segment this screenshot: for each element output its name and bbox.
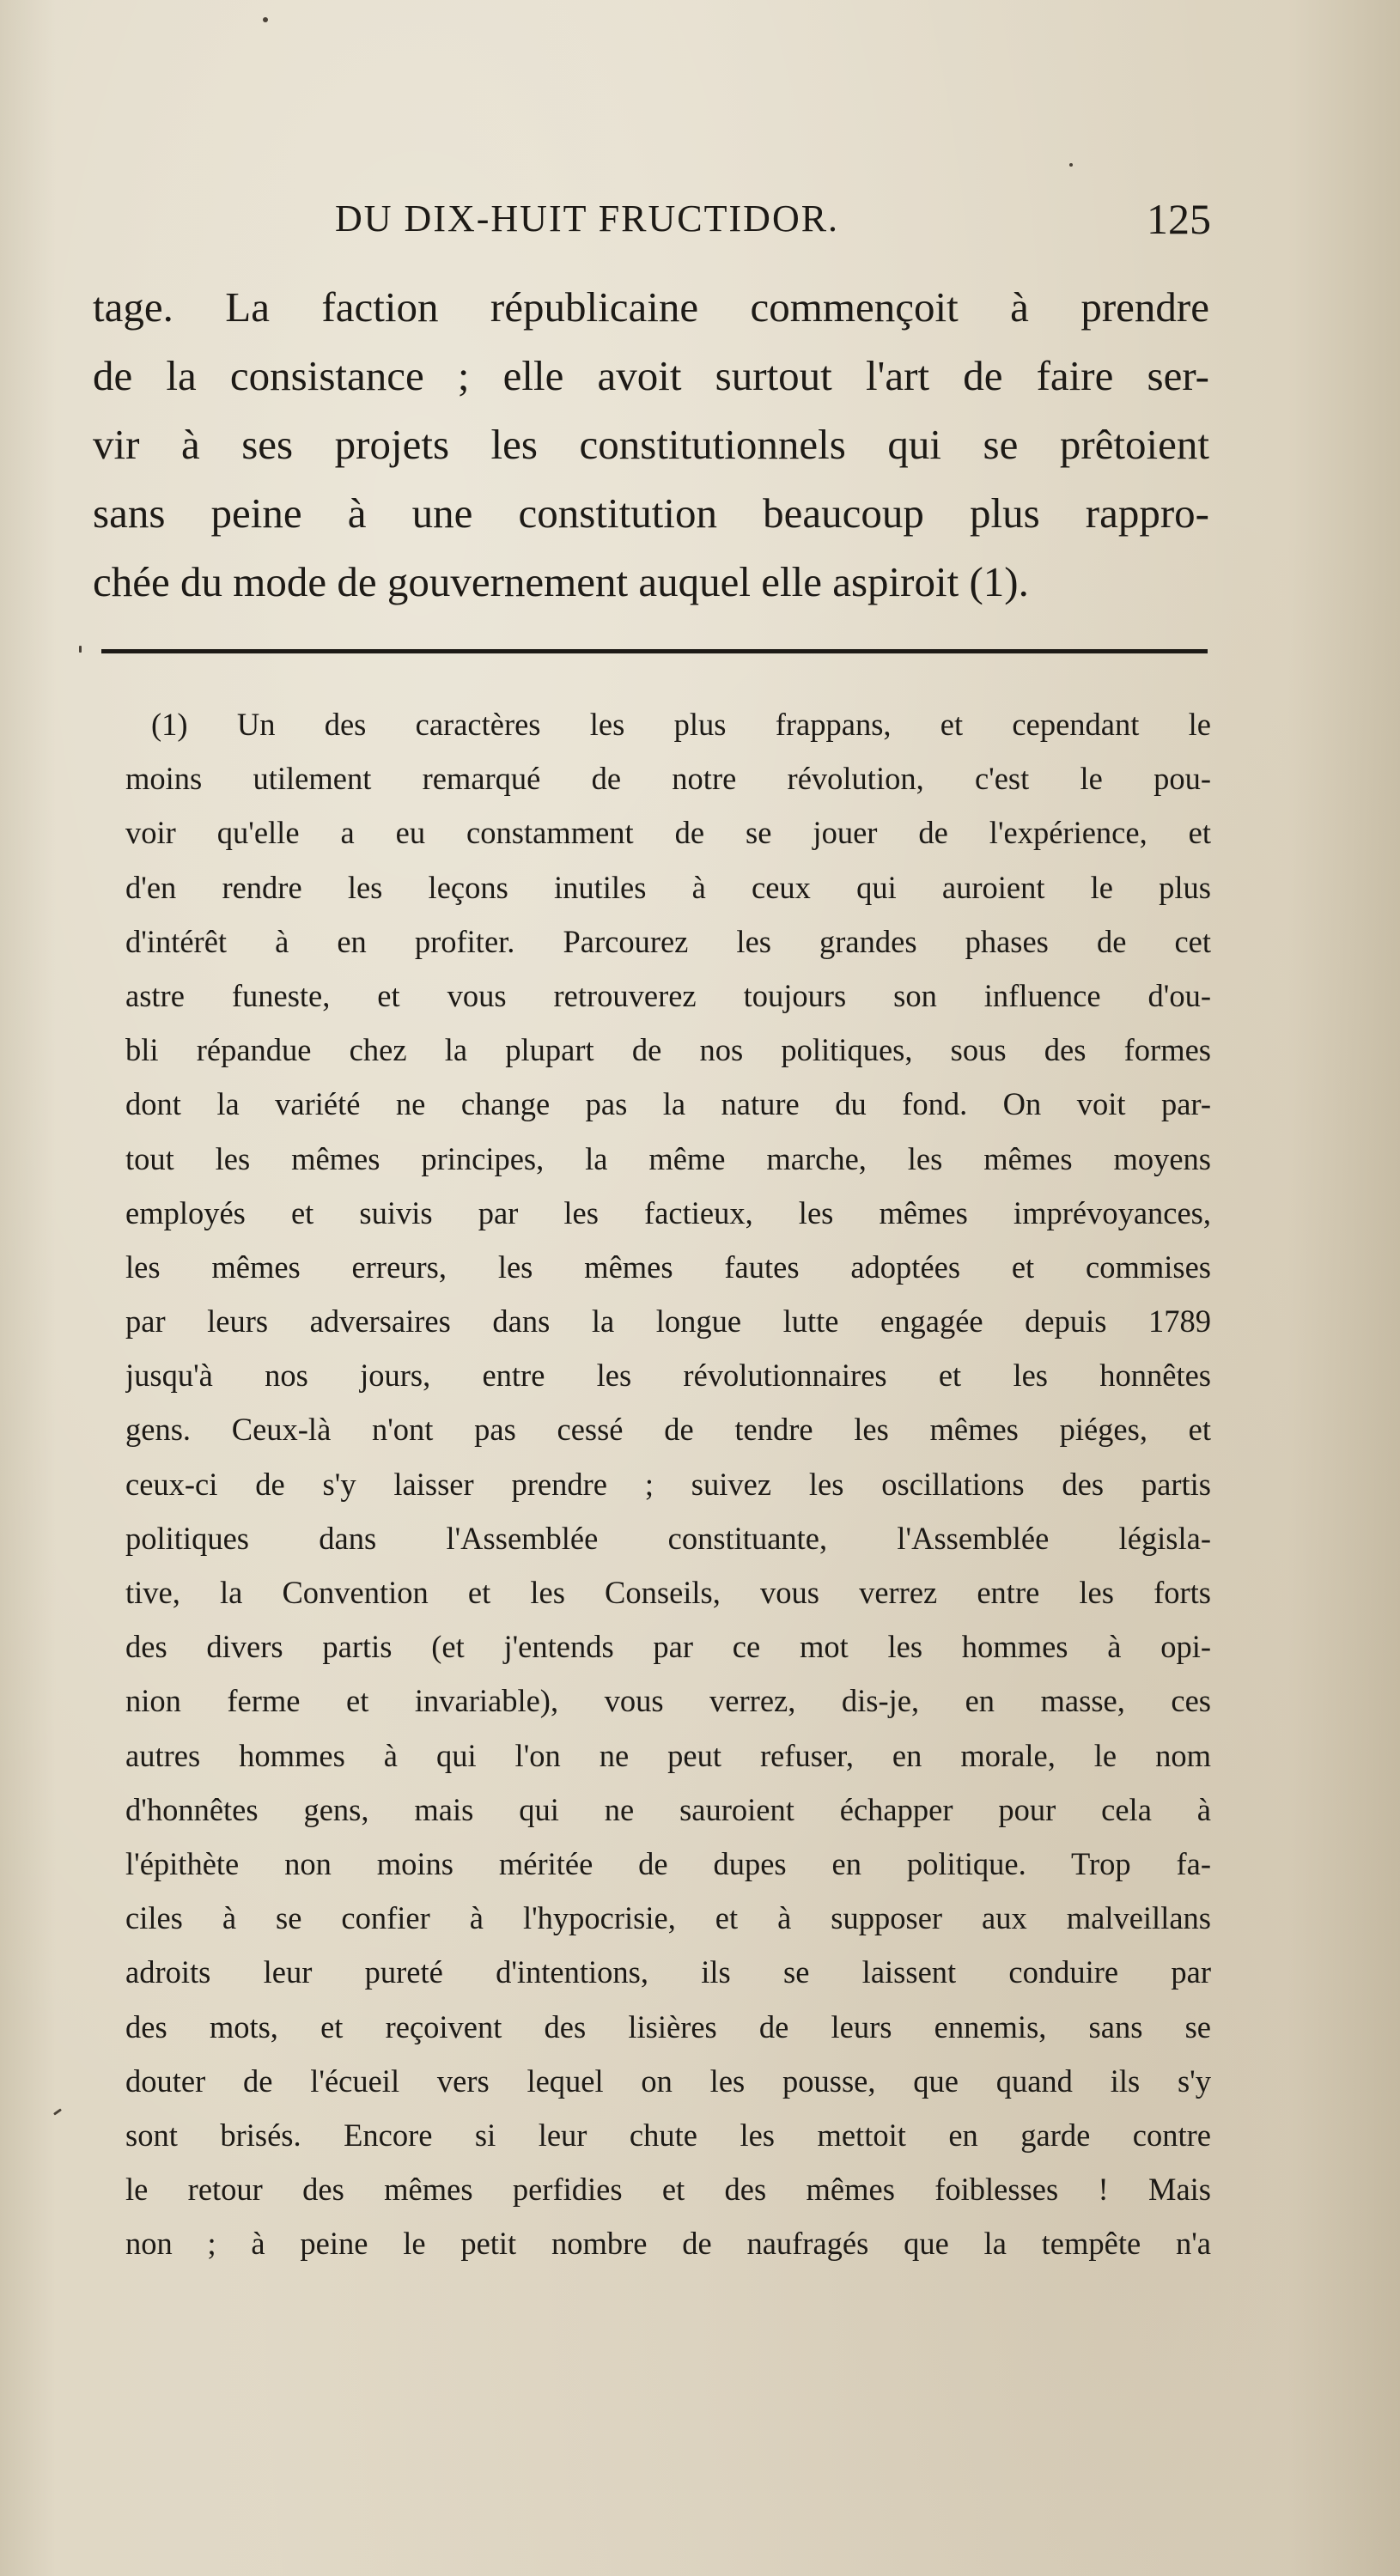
footnote-line: moins utilement remarqué de notre révolution, c'est le pou-	[125, 761, 1211, 797]
body-line: chée du mode de gouvernement auquel elle aspiroit (1).	[93, 558, 1029, 605]
page-number: 125	[1147, 195, 1211, 243]
footnote-line: dont la variété ne change pas la nature du fond. On voit par-	[125, 1086, 1211, 1122]
body-line: tage. La faction républicaine commençoit à prendre	[93, 283, 1209, 331]
footnote-line: douter de l'écueil vers lequel on les pousse, que quand ils s'y	[125, 2063, 1211, 2099]
footnote-line: tive, la Convention et les Conseils, vous verrez entre les forts	[125, 1575, 1211, 1610]
footnote-line: (1) Un des caractères les plus frappans, et cependant le	[151, 707, 1211, 742]
footnote-line: d'en rendre les leçons inutiles à ceux qui auroient le plus	[125, 869, 1211, 905]
footnote-line: jusqu'à nos jours, entre les révolutionnaires et les honnêtes	[125, 1358, 1211, 1394]
footnote	[125, 697, 1211, 2270]
footnote-line: employés et suivis par les factieux, les mêmes imprévoyances,	[125, 1194, 1211, 1230]
footnote-line: les mêmes erreurs, les mêmes fautes adoptées et commises	[125, 1249, 1211, 1285]
footnote-line: par leurs adversaires dans la longue lutte engagée depuis 1789	[125, 1303, 1211, 1340]
footnote-line: non ; à peine le petit nombre de naufragés que la tempête n'a	[125, 2226, 1211, 2262]
body-line: vir à ses projets les constitutionnels qui se prêtoient	[93, 421, 1209, 468]
footnote-line: ciles à se confier à l'hypocrisie, et à supposer aux malveillans	[125, 1900, 1211, 1936]
footnote-line: d'intérêt à en profiter. Parcourez les grandes phases de cet	[125, 923, 1211, 959]
body-line: sans peine à une constitution beaucoup plus rappro-	[93, 489, 1209, 537]
footnote-line: nion ferme et invariable), vous verrez, dis-je, en masse, ces	[125, 1683, 1211, 1719]
body-line: de la consistance ; elle avoit surtout l'art de faire ser-	[93, 352, 1209, 399]
footnote-line: voir qu'elle a eu constamment de se jouer de l'expérience, et	[125, 815, 1211, 851]
running-head: DU DIX-HUIT FRUCTIDOR.	[335, 197, 840, 240]
footnote-line: tout les mêmes principes, la même marche, les mêmes moyens	[125, 1140, 1211, 1176]
footnote-line: des divers partis (et j'entends par ce mot les hommes à opi-	[125, 1629, 1211, 1665]
footnote-line: astre funeste, et vous retrouverez toujours son influence d'ou-	[125, 977, 1211, 1013]
footnote-line: politiques dans l'Assemblée constituante, l'Assemblée législa-	[125, 1520, 1211, 1556]
footnote-line: ceux-ci de s'y laisser prendre ; suivez les oscillations des partis	[125, 1466, 1211, 1502]
footnote-line: sont brisés. Encore si leur chute les mettoit en garde contre	[125, 2117, 1211, 2153]
footnote-line: gens. Ceux-là n'ont pas cessé de tendre les mêmes piéges, et	[125, 1412, 1211, 1448]
footnote-line: des mots, et reçoivent des lisières de leurs ennemis, sans se	[125, 2008, 1211, 2044]
footnote-line: adroits leur pureté d'intentions, ils se laissent conduire par	[125, 1954, 1211, 1990]
footnote-rule	[101, 649, 1208, 653]
footnote-line: d'honnêtes gens, mais qui ne sauroient échapper pour cela à	[125, 1791, 1211, 1827]
footnote-line: bli répandue chez la plupart de nos politiques, sous des formes	[125, 1032, 1211, 1068]
footnote-line: autres hommes à qui l'on ne peut refuser, en morale, le nom	[125, 1737, 1211, 1773]
footnote-line: le retour des mêmes perfidies et des mêmes foiblesses ! Mais	[125, 2172, 1211, 2208]
body-text	[93, 273, 1209, 617]
footnote-line: l'épithète non moins méritée de dupes en politique. Trop fa-	[125, 1845, 1211, 1881]
page-header	[335, 189, 1211, 249]
